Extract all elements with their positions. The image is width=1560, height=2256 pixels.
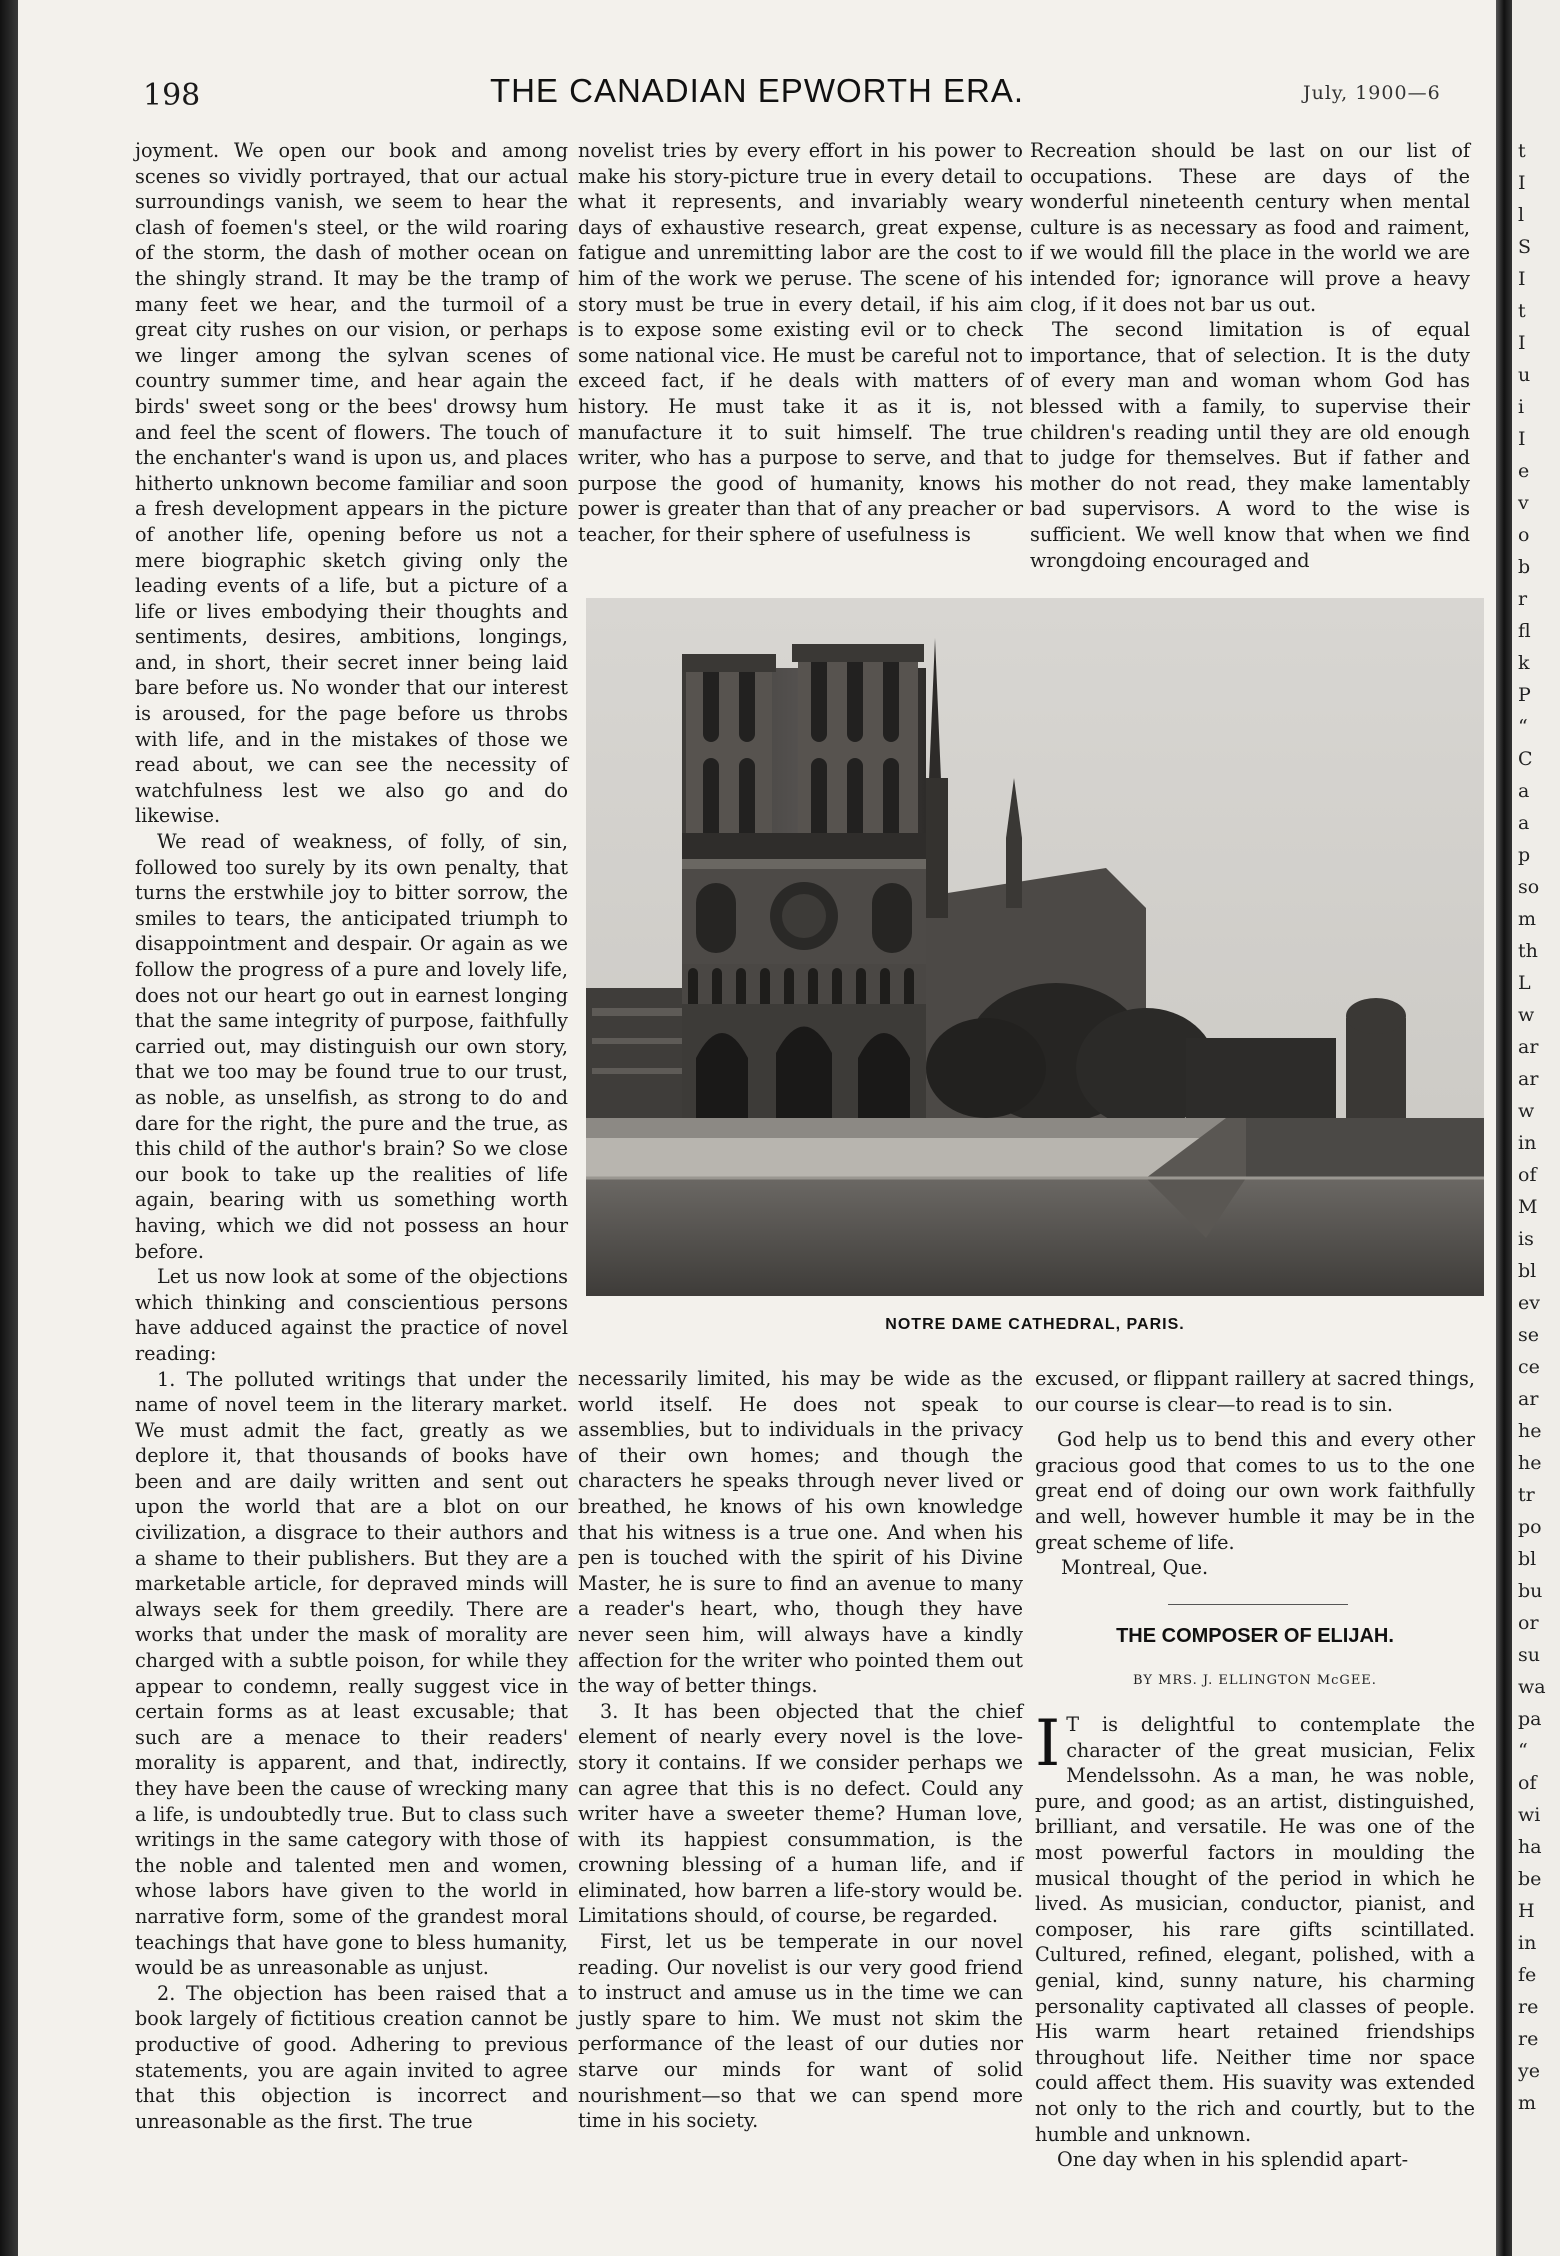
photo-caption: NOTRE DAME CATHEDRAL, PARIS.: [885, 1316, 1185, 1333]
section-divider: [1168, 1604, 1348, 1605]
page-number: 198: [143, 78, 201, 113]
adjacent-page-fragment: P: [1518, 684, 1531, 706]
adjacent-page-fragment: re: [1518, 1996, 1539, 2018]
adjacent-page-fragment: th: [1518, 940, 1538, 962]
adjacent-page-fragment: wa: [1518, 1676, 1546, 1698]
adjacent-page-fragment: po: [1518, 1516, 1542, 1538]
adjacent-page-fragment: he: [1518, 1452, 1542, 1474]
paragraph: The second limitation is of equal importance, that of selection. It is the duty of every man and woman whom God has blessed with a family, to supervise their children's reading until they are old enough to judge for themselves. But if father and mother do not read, they make lamentably bad supervisors. A word to the wise is sufficient. We well know that when we find wrongdoing encouraged and: [1030, 318, 1470, 572]
paragraph: God help us to bend this and every other gracious good that comes to us to the one great end of doing our own work faithfully and well, however humble it may be in the great scheme of life.: [1035, 1428, 1475, 1554]
paragraph-text: T is delightful to contemplate the character of the great musician, Felix Mendelssohn. As a man, he was noble, pure, and good; as an artist, distinguished, brilliant, and versatile. He was one of the most powerful factors in moulding the musical thought of the period in which he lived. As musician, conductor, pianist, and composer, his rare gifts scintillated. Cultured, refined, elegant, polished, with a genial, kind, sunny nature, his charming personality captivated all classes of people. His warm heart retained friendships throughout life. Neither time nor space could affect them. His suavity was extended not only to the rich and courtly, but to the humble and unknown.: [1035, 1713, 1475, 2146]
adjacent-page-fragment: tr: [1518, 1484, 1535, 1506]
signoff: Montreal, Que.: [1061, 1556, 1209, 1580]
adjacent-page-edge: [1512, 0, 1560, 2256]
adjacent-page-fragment: a: [1518, 780, 1530, 802]
adjacent-page-fragment: ye: [1518, 2060, 1540, 2082]
adjacent-page-fragment: su: [1518, 1644, 1540, 1666]
adjacent-page-fragment: I: [1518, 268, 1526, 290]
adjacent-page-fragment: se: [1518, 1324, 1539, 1346]
adjacent-page-fragment: he: [1518, 1420, 1542, 1442]
adjacent-page-fragment: ha: [1518, 1836, 1542, 1858]
column-2-bottom: [578, 1366, 1023, 2134]
scan-left-edge: [0, 0, 18, 2256]
adjacent-page-fragment: ar: [1518, 1036, 1539, 1058]
adjacent-page-fragment: of: [1518, 1164, 1537, 1186]
adjacent-page-fragment: S: [1518, 236, 1532, 258]
column-3-bottom: [1035, 1366, 1475, 1581]
paragraph: excused, or flippant raillery at sacred things, our course is clear—to read is to sin.: [1035, 1367, 1475, 1416]
drop-cap: I: [1035, 1707, 1061, 1781]
paragraph: 3. It has been objected that the chief element of nearly every novel is the love-story it contains. If we consider perhaps we can agree that this is no defect. Could any writer have a sweeter theme? Human love, with its happiest consummation, is the crowning blessing of a human life, and if eliminated, how barren a life-story would be. Limitations should, of course, be regarded.: [578, 1699, 1023, 1928]
adjacent-page-fragment: k: [1518, 652, 1530, 674]
column-2-top: [578, 138, 1023, 548]
adjacent-page-fragment: t: [1518, 300, 1526, 322]
cathedral-photo: [586, 598, 1484, 1296]
adjacent-page-fragment: so: [1518, 876, 1540, 898]
adjacent-page-fragment: r: [1518, 588, 1528, 610]
column-1: [135, 138, 568, 2134]
adjacent-page-fragment: “: [1518, 1740, 1528, 1762]
paragraph: 1. The polluted writings that under the name of novel teem in the literary market. We must admit the fact, greatly as we deplore it, that thousands of books have been and are daily written and sent out upon the world that are a blot on our civilization, a disgrace to their authors and a shame to their publishers. But they are a marketable article, for depraved minds will always seek for them greedily. There are works that under the mask of morality are charged with a subtle poison, for while they appear to condemn, really suggest vice in certain forms as at least excusable; that such are a menace to their readers' morality is apparent, and that, indirectly, they have been the cause of wrecking many a life, is undoubtedly true. But to class such writings in the same category with those of the noble and talented men and women, whose labors have given to the world in narrative form, some of the grandest moral teachings that have gone to bless humanity, would be as unreasonable as unjust.: [135, 1367, 568, 1980]
adjacent-page-fragment: w: [1518, 1004, 1535, 1026]
adjacent-page-fragment: u: [1518, 364, 1531, 386]
adjacent-page-fragment: bl: [1518, 1548, 1537, 1570]
adjacent-page-fragment: “: [1518, 716, 1528, 738]
adjacent-page-fragment: I: [1518, 172, 1526, 194]
adjacent-page-fragment: in: [1518, 1132, 1537, 1154]
adjacent-page-fragment: a: [1518, 812, 1530, 834]
adjacent-page-fragment: in: [1518, 1932, 1537, 1954]
paragraph: necessarily limited, his may be wide as the world itself. He does not speak to assemblies, but to individuals in the privacy of their own homes; and though the characters he speaks through never lived or breathed, he knows of his own knowledge that his witness is a true one. And when his pen is touched with the spirit of his Divine Master, he is sure to find an avenue to many a reader's heart, who, though they have never seen him, will always have a kindly affection for the writer who pointed them out the way of better things.: [578, 1367, 1023, 1698]
adjacent-page-fragment: ar: [1518, 1388, 1539, 1410]
adjacent-page-fragment: e: [1518, 460, 1530, 482]
column-3-top: [1030, 138, 1470, 573]
adjacent-page-fragment: m: [1518, 908, 1537, 930]
adjacent-page-fragment: i: [1518, 396, 1525, 418]
adjacent-page-fragment: pa: [1518, 1708, 1542, 1730]
paragraph: 2. The objection has been raised that a book largely of fictitious creation cannot be productive of good. Adhering to previous statements, you are again invited to agree that this objection is incorrect and unreasonable as the first. The true: [135, 1981, 568, 2133]
running-title: THE CANADIAN EPWORTH ERA.: [489, 72, 1025, 109]
adjacent-page-fragment: l: [1518, 204, 1525, 226]
article-title: THE COMPOSER OF ELIJAH.: [1116, 1625, 1394, 1647]
adjacent-page-fragment: I: [1518, 428, 1526, 450]
paragraph: joyment. We open our book and among scenes so vividly portrayed, that our actual surroundings vanish, we seem to hear the clash of foemen's steel, or the wild roaring of the storm, the dash of mother ocean on the shingly strand. It may be the tramp of many feet we hear, and the turmoil of a great city rushes on our vision, or perhaps we linger among the sylvan scenes of country summer time, and hear again the birds' sweet song or the bees' drowsy hum and feel the scent of flowers. The touch of the enchanter's wand is upon us, and places hitherto unknown become familiar and soon a fresh development appears in the picture of another life, opening before us not a mere biographic sketch giving only the leading events of a life, but a picture of a life or lives embodying their thoughts and sentiments, desires, ambitions, longings, and, in short, their secret inner being laid bare before us. No wonder that our interest is aroused, for the page before us throbs with life, and in the mistakes of those we read about, we can see the necessity of watchfulness lest we also go and do likewise.: [135, 139, 568, 828]
adjacent-page-fragment: of: [1518, 1772, 1537, 1794]
adjacent-page-fragment: L: [1518, 972, 1531, 994]
notre-dame-illustration: [586, 598, 1484, 1296]
paragraph: We read of weakness, of folly, of sin, followed too surely by its own penalty, that turns the erstwhile joy to bitter sorrow, the smiles to tears, the anticipated triumph to disappointment and despair. Or again as we follow the progress of a pure and lovely life, does not our heart go out in earnest longing that the same integrity of purpose, faithfully carried out, may distinguish our own story, that we too may be found true to our trust, as noble, as unselfish, as strong to do and dare for the right, the pure and the true, as this child of the author's brain? So we close our book to take up the realities of life again, bearing with us something worth having, which we did not possess an hour before.: [135, 830, 568, 1263]
adjacent-page-fragment: is: [1518, 1228, 1534, 1250]
paragraph: Recreation should be last on our list of occupations. These are days of the wonderful nineteenth century when mental culture is as necessary as food and raiment, if we would fill the place in the world we are intended for; ignorance will prove a heavy clog, if it does not bar us out.: [1030, 139, 1470, 316]
adjacent-page-fragment: wi: [1518, 1804, 1541, 1826]
adjacent-page-fragment: fe: [1518, 1964, 1537, 1986]
adjacent-page-fragment: re: [1518, 2028, 1539, 2050]
paragraph: [1035, 1707, 1475, 2147]
adjacent-page-fragment: be: [1518, 1868, 1542, 1890]
page-header: [18, 70, 1496, 120]
adjacent-page-fragment: ce: [1518, 1356, 1540, 1378]
adjacent-page-fragment: bu: [1518, 1580, 1543, 1602]
adjacent-page-fragment: ar: [1518, 1068, 1539, 1090]
paragraph: One day when in his splendid apart-: [1057, 2148, 1409, 2172]
paragraph: novelist tries by every effort in his power to make his story-picture true in every detail to what it represents, and invariably weary days of exhaustive research, great expense, fatigue and unremitting labor are the cost to him of the work we peruse. The scene of his story must be true in every detail, if his aim is to expose some existing evil or to check some national vice. He must be careful not to exceed fact, if he deals with matters of history. He must take it as it is, not manufacture it to suit himself. The true writer, who has a purpose to serve, and that purpose the good of humanity, knows his power is greater than that of any preacher or teacher, for their sphere of usefulness is: [578, 139, 1023, 546]
article-byline: BY MRS. J. ELLINGTON McGEE.: [1133, 1673, 1377, 1688]
paragraph: Let us now look at some of the objections which thinking and conscientious persons have adduced against the practice of novel reading:: [135, 1265, 568, 1365]
adjacent-page-fragment: C: [1518, 748, 1533, 770]
adjacent-page-fragment: b: [1518, 556, 1531, 578]
article-body: [1035, 1707, 1475, 2173]
adjacent-page-fragment: I: [1518, 332, 1526, 354]
adjacent-page-fragment: o: [1518, 524, 1530, 546]
adjacent-page-fragment: M: [1518, 1196, 1538, 1218]
magazine-page: [18, 0, 1496, 2256]
paragraph: First, let us be temperate in our novel reading. Our novelist is our very good friend to instruct and amuse us in the time we can justly spare to him. We must not skim the performance of the least of our duties nor starve our minds for want of solid nourishment—so that we can spend more time in his society.: [578, 1930, 1023, 2133]
adjacent-page-fragment: m: [1518, 2092, 1537, 2114]
adjacent-page-fragment: w: [1518, 1100, 1535, 1122]
page-gutter: [1496, 0, 1512, 2256]
adjacent-page-fragment: v: [1518, 492, 1529, 514]
adjacent-page-fragment: t: [1518, 140, 1526, 162]
adjacent-page-fragment: H: [1518, 1900, 1535, 1922]
adjacent-page-fragment: p: [1518, 844, 1531, 866]
adjacent-page-fragment: or: [1518, 1612, 1539, 1634]
adjacent-page-fragment: fl: [1518, 620, 1531, 642]
issue-date: July, 1900—6: [1303, 82, 1441, 104]
adjacent-page-fragment: ev: [1518, 1292, 1540, 1314]
adjacent-page-fragment: bl: [1518, 1260, 1537, 1282]
